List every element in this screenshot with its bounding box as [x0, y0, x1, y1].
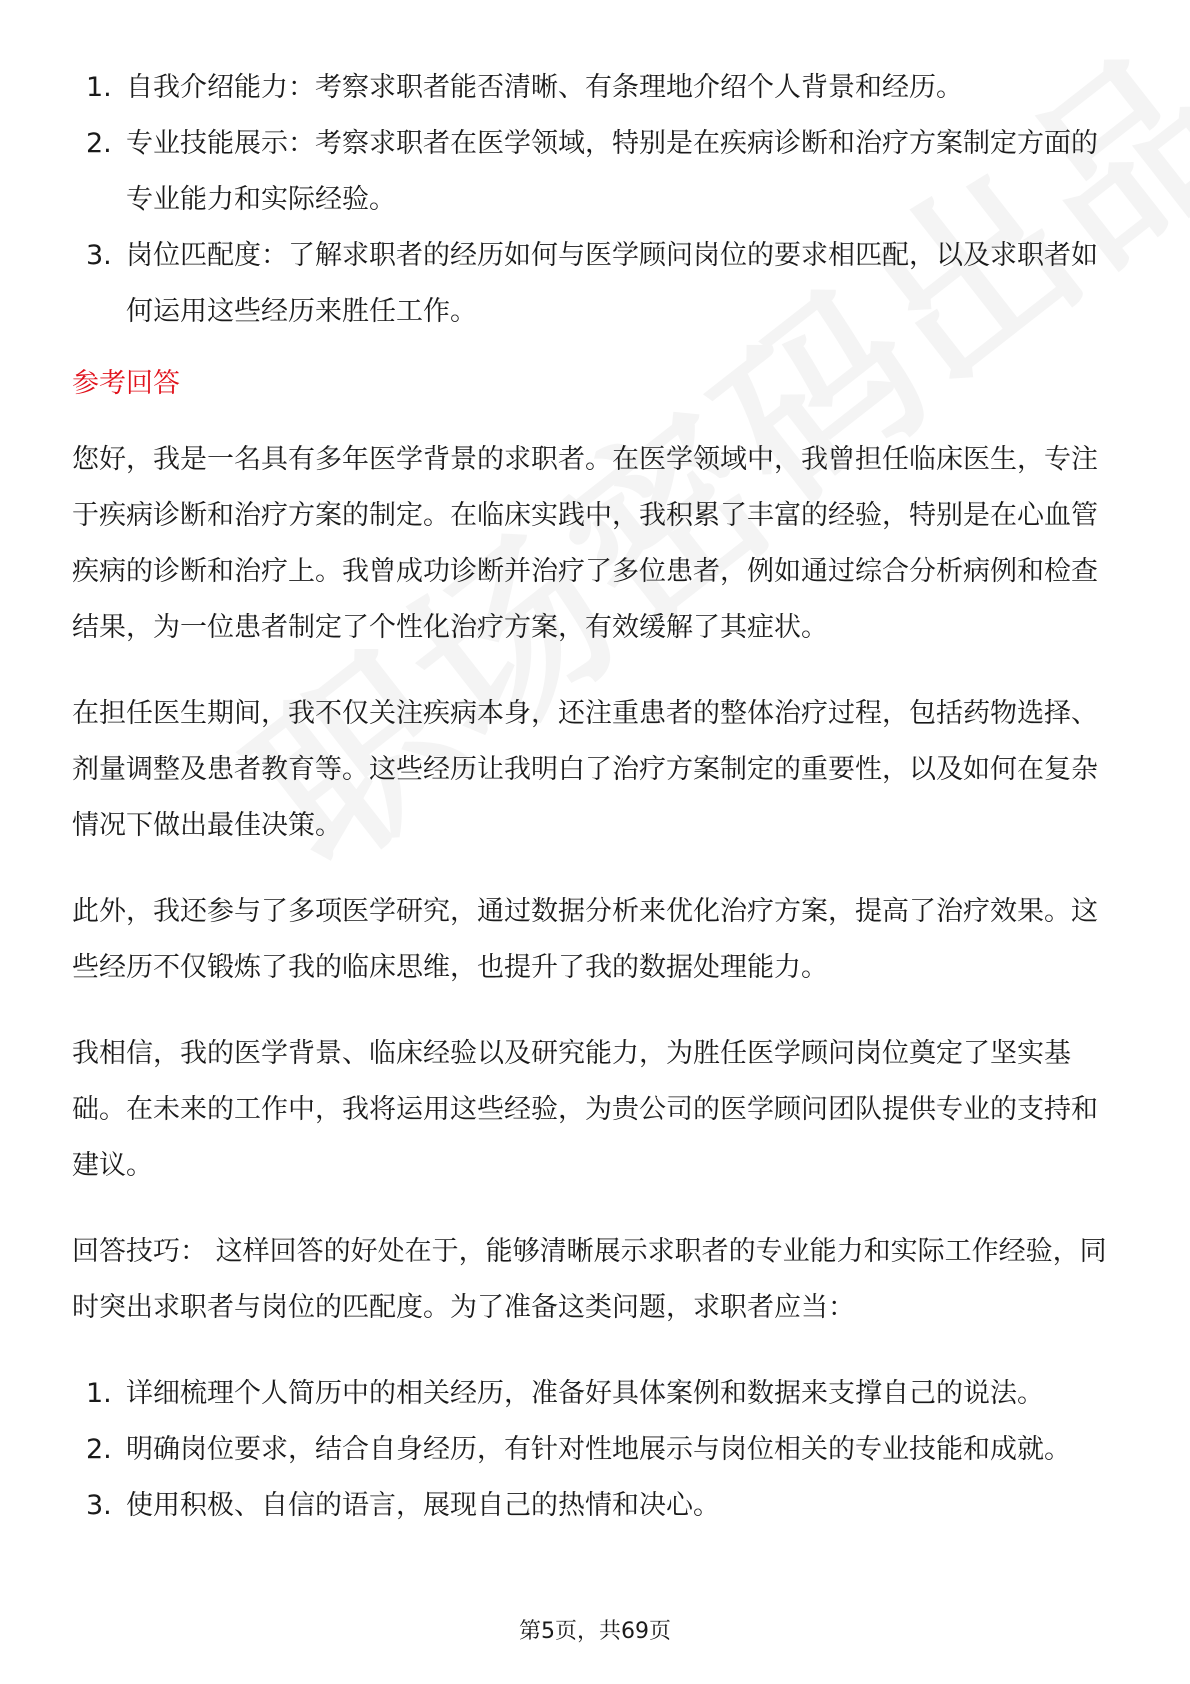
- answer-paragraph: 在担任医生期间，我不仅关注疾病本身，还注重患者的整体治疗过程，包括药物选择、剂量调整及患者教育等。这些经历让我明白了治疗方案制定的重要性，以及如何在复杂情况下做出最佳决策。: [72, 698, 1098, 841]
- criteria-list: [72, 60, 1118, 340]
- list-item-number: 1.: [86, 1378, 112, 1409]
- tips-list: [72, 1366, 1118, 1534]
- list-item-number: 2.: [86, 128, 112, 159]
- list-item-text: 专业技能展示：考察求职者在医学领域，特别是在疾病诊断和治疗方案制定方面的专业能力和实际经验。: [126, 128, 1098, 215]
- answer-tips-paragraph: 回答技巧： 这样回答的好处在于，能够清晰展示求职者的专业能力和实际工作经验，同时突出求职者与岗位的匹配度。为了准备这类问题，求职者应当：: [72, 1236, 1107, 1323]
- list-item-number: 1.: [86, 72, 112, 103]
- answer-paragraph: 我相信，我的医学背景、临床经验以及研究能力，为胜任医学顾问岗位奠定了坚实基础。在未来的工作中，我将运用这些经验，为贵公司的医学顾问团队提供专业的支持和建议。: [72, 1038, 1098, 1181]
- list-item: [72, 228, 1118, 340]
- page-content: [72, 60, 1118, 1534]
- page-number-footer: 第5页，共69页: [519, 1619, 671, 1644]
- list-item-number: 2.: [86, 1434, 112, 1465]
- list-item-number: 3.: [86, 240, 112, 271]
- list-item-text: 自我介绍能力：考察求职者能否清晰、有条理地介绍个人背景和经历。: [126, 72, 963, 103]
- list-item: [72, 60, 1118, 116]
- answer-paragraph: 您好，我是一名具有多年医学背景的求职者。在医学领域中，我曾担任临床医生，专注于疾病诊断和治疗方案的制定。在临床实践中，我积累了丰富的经验，特别是在心血管疾病的诊断和治疗上。我曾成功诊断并治疗了多位患者，例如通过综合分析病例和检查结果，为一位患者制定了个性化治疗方案，有效缓解了其症状。: [72, 444, 1098, 643]
- list-item: [72, 1366, 1118, 1422]
- list-item: [72, 1478, 1118, 1534]
- list-item-text: 明确岗位要求，结合自身经历，有针对性地展示与岗位相关的专业技能和成就。: [126, 1434, 1071, 1465]
- list-item: [72, 116, 1118, 228]
- answer-section-title: 参考回答: [72, 368, 180, 399]
- list-item-text: 岗位匹配度：了解求职者的经历如何与医学顾问岗位的要求相匹配，以及求职者如何运用这些经历来胜任工作。: [126, 240, 1098, 327]
- answer-paragraph: 此外，我还参与了多项医学研究，通过数据分析来优化治疗方案，提高了治疗效果。这些经历不仅锻炼了我的临床思维，也提升了我的数据处理能力。: [72, 896, 1098, 983]
- list-item-text: 使用积极、自信的语言，展现自己的热情和决心。: [126, 1490, 720, 1521]
- list-item-number: 3.: [86, 1490, 112, 1521]
- list-item-text: 详细梳理个人简历中的相关经历，准备好具体案例和数据来支撑自己的说法。: [126, 1378, 1044, 1409]
- list-item: [72, 1422, 1118, 1478]
